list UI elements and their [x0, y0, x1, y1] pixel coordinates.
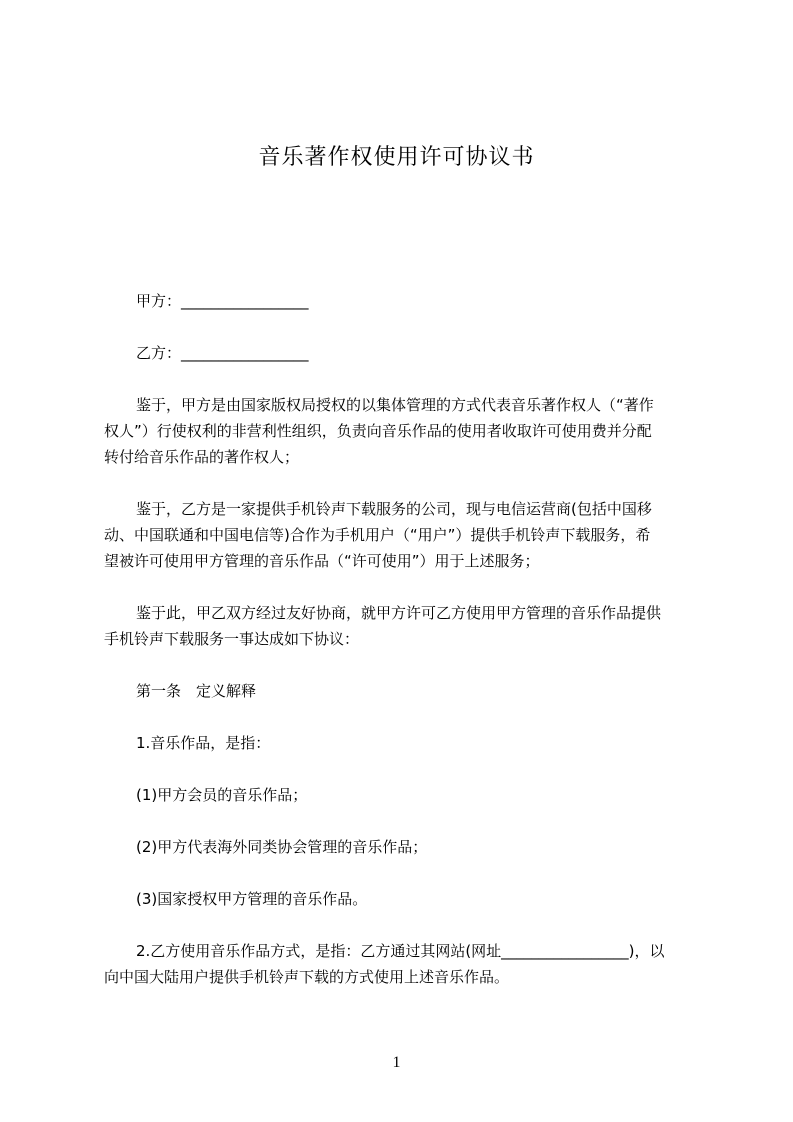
paragraph-line: 望被许可使用甲方管理的音乐作品（“许可使用”）用于上述服务；	[104, 552, 540, 570]
paragraph-whereas-1	[104, 392, 704, 470]
page-number: 1	[392, 1054, 401, 1071]
document-body	[104, 288, 704, 990]
paragraph-line: 手机铃声下载服务一事达成如下协议：	[104, 630, 360, 648]
paragraph-whereas-3	[104, 600, 704, 652]
article-1-heading: 第一条 定义解释	[136, 682, 257, 700]
party-b-line: 乙方：_________________	[136, 344, 309, 362]
paragraph-line: 转付给音乐作品的著作权人；	[104, 448, 300, 466]
party-a-line: 甲方：_________________	[136, 292, 309, 310]
definition-subitem-1: (1)甲方会员的音乐作品；	[136, 786, 308, 804]
document-title: 音乐著作权使用许可协议书	[258, 145, 535, 170]
paragraph-line: 鉴于，甲方是由国家版权局授权的以集体管理的方式代表音乐著作权人（“著作	[136, 396, 654, 414]
paragraph-line: 2.乙方使用音乐作品方式，是指：乙方通过其网站(网址_________________)，以	[136, 942, 665, 960]
paragraph-line: 向中国大陆用户提供手机铃声下载的方式使用上述音乐作品。	[104, 968, 510, 986]
definition-subitem-3: (3)国家授权甲方管理的音乐作品。	[136, 890, 368, 908]
definition-item-2	[104, 938, 704, 990]
paragraph-line: 鉴于此，甲乙双方经过友好协商，就甲方许可乙方使用甲方管理的音乐作品提供	[136, 604, 662, 622]
paragraph-line: 动、中国联通和中国电信等)合作为手机用户（“用户”）提供手机铃声下载服务，希	[104, 526, 651, 544]
definition-item-1: 1.音乐作品，是指：	[136, 734, 271, 752]
paragraph-whereas-2	[104, 496, 704, 574]
paragraph-line: 鉴于，乙方是一家提供手机铃声下载服务的公司，现与电信运营商(包括中国移	[136, 500, 652, 518]
paragraph-line: 权人”）行使权利的非营利性组织，负责向音乐作品的使用者收取许可使用费并分配	[104, 422, 652, 440]
definition-subitem-2: (2)甲方代表海外同类协会管理的音乐作品；	[136, 838, 428, 856]
